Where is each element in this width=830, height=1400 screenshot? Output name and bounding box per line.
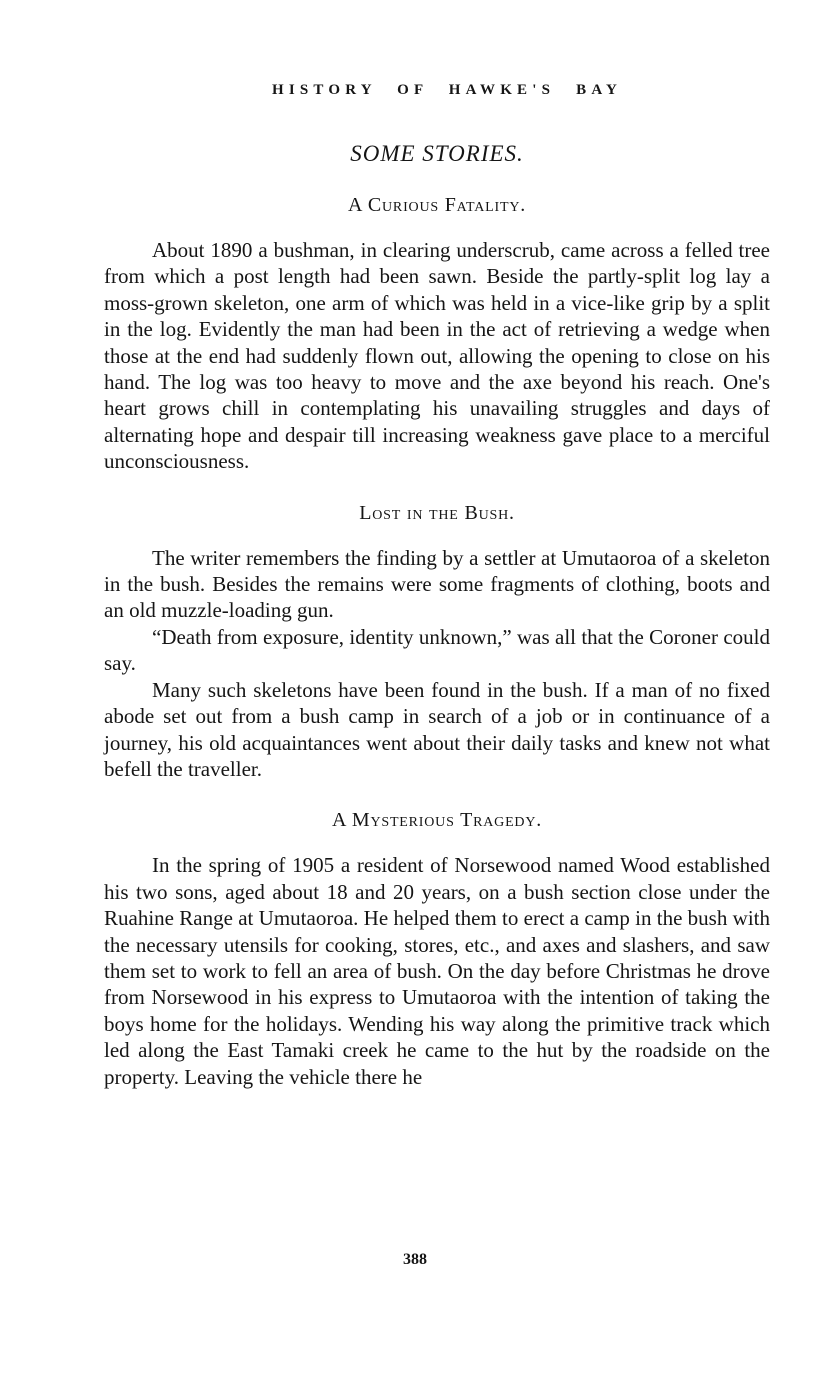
book-page [104, 82, 770, 1090]
section-curious-fatality [104, 191, 770, 475]
running-head: HISTORY OF HAWKE'S BAY [271, 82, 623, 98]
paragraph: The writer remembers the finding by a settler at Umutaoroa of a skeleton in the bush. Besides the remains were some fragments of clothing, boots and an old muzzle-loading gun. [104, 545, 770, 623]
paragraph: About 1890 a bushman, in clearing underscrub, came across a felled tree from which a post length had been sawn. Beside the partly-split log lay a moss-grown skeleton, one arm of which was held in a vice-like grip by a split in the log. Evidently the man had been in the act of retrieving a wedge when those at the end had suddenly flown out, allowing the opening to close on his hand. The log was too heavy to move and the axe beyond his reach. One's heart grows chill in contemplating his unavailing struggles and days of alternating hope and despair till increasing weakness gave place to a merciful unconsciousness. [104, 238, 770, 474]
section-heading: A Mysterious Tragedy. [331, 809, 543, 832]
chapter-title: SOME STORIES. [350, 141, 524, 166]
section-heading: A Curious Fatality. [347, 194, 527, 216]
paragraph: “Death from exposure, identity unknown,” was all that the Coroner could say. [104, 624, 770, 676]
paragraph: In the spring of 1905 a resident of Norsewood named Wood established his two sons, aged about 18 and 20 years, on a bush section close under the Ruahine Range at Umutaoroa. He helped them to erect a camp in the bush with the necessary utensils for cooking, stores, etc., and axes and slashers, and saw them set to work to fell an area of bush. On the day before Christmas he drove from Norsewood in his express to Umutaoroa with the intention of taking the boys home for the holidays. Wending his way along the primitive track which led along the East Tamaki creek he came to the hut by the roadside on the property. Leaving the vehicle there he [104, 853, 770, 1089]
section-heading: Lost in the Bush. [359, 501, 515, 524]
page-number: 388 [403, 1251, 427, 1268]
section-mysterious-tragedy [104, 806, 770, 1090]
section-lost-in-the-bush [104, 499, 770, 783]
paragraph: Many such skeletons have been found in the bush. If a man of no fixed abode set out from a bush camp in search of a job or in continuance of a journey, his old acquaintances went about their daily tasks and knew not what befell the traveller. [104, 677, 770, 781]
